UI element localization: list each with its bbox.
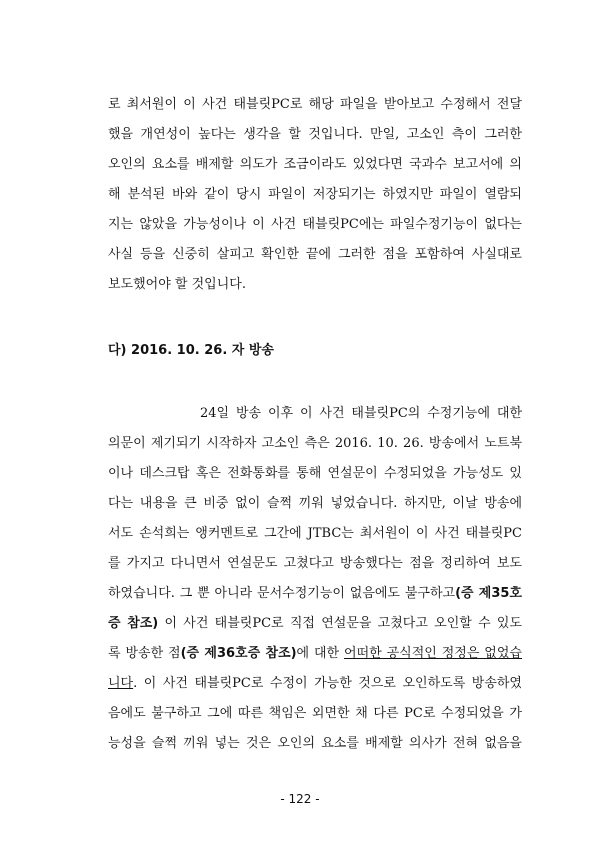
body-line: 지는 않았을 가능성이나 이 사건 태블릿PC에는 파일수정기능이 없다는 <box>108 217 522 232</box>
page-number: - 122 - <box>280 792 320 806</box>
body-line <box>108 614 522 634</box>
body-line <box>108 674 522 694</box>
body-line: 로 최서원이 이 사건 태블릿PC로 해당 파일을 받아보고 수정해서 전달 <box>108 97 522 112</box>
body-line <box>108 644 522 664</box>
evidence-reference: 증 참조) <box>108 616 159 631</box>
body-line: 음에도 불구하고 그에 따른 책임은 외면한 채 다른 PC로 수정되었을 가 <box>108 706 522 721</box>
body-line: 다는 내용을 큰 비중 없이 슬쩍 끼워 넣었습니다. 하지만, 이날 방송에 <box>108 496 522 511</box>
body-line: 오인의 요소를 배제할 의도가 조금이라도 있었다면 국과수 보고서에 의 <box>108 157 522 172</box>
body-line: 해 분석된 바와 같이 당시 파일이 저장되기는 하였지만 파일이 열람되 <box>108 187 522 202</box>
body-line: 보도했어야 할 것입니다. <box>108 277 246 292</box>
underlined-text: 니다 <box>108 676 134 691</box>
underlined-text: 어떠한 공식적인 정정은 없었습 <box>344 646 522 661</box>
body-line: 24일 방송 이후 이 사건 태블릿PC의 수정기능에 대한 <box>200 406 522 421</box>
text-run: 하였습니다. 그 뿐 아니라 문서수정기능이 없음에도 불구하고 <box>108 586 456 601</box>
text-run: 이 사건 태블릿PC로 직접 연설문을 고쳤다고 오인할 수 있도 <box>158 616 522 631</box>
section-heading: 다) 2016. 10. 26. 자 방송 <box>108 343 274 358</box>
body-line: 사실 등을 신중히 살피고 확인한 끝에 그러한 점을 포함하여 사실대로 <box>108 247 522 262</box>
text-run: 록 방송한 점 <box>108 646 181 661</box>
body-line: 서도 손석희는 앵커멘트로 그간에 JTBC는 최서원이 이 사건 태블릿PC <box>108 526 522 541</box>
text-run: . 이 사건 태블릿PC로 수정이 가능한 것으로 오인하도록 방송하였 <box>133 676 522 691</box>
body-line <box>108 584 522 604</box>
body-line: 의문이 제기되기 시작하자 고소인 측은 2016. 10. 26. 방송에서 노트북 <box>108 436 522 451</box>
body-line: 능성을 슬쩍 끼워 넣는 것은 오인의 요소를 배제할 의사가 전혀 없음을 <box>108 736 522 751</box>
body-line: 이나 데스크탑 혹은 전화통화를 통해 연설문이 수정되었을 가능성도 있 <box>108 466 522 481</box>
body-line: 를 가지고 다니면서 연설문도 고쳤다고 방송했다는 점을 정리하여 보도 <box>108 556 522 571</box>
body-line: 했을 개연성이 높다는 생각을 할 것입니다. 만일, 고소인 측이 그러한 <box>108 127 522 142</box>
evidence-reference: (증 제36호증 참조) <box>180 646 297 661</box>
text-run: 에 대한 <box>296 646 345 661</box>
evidence-reference: (증 제35호 <box>455 586 522 601</box>
